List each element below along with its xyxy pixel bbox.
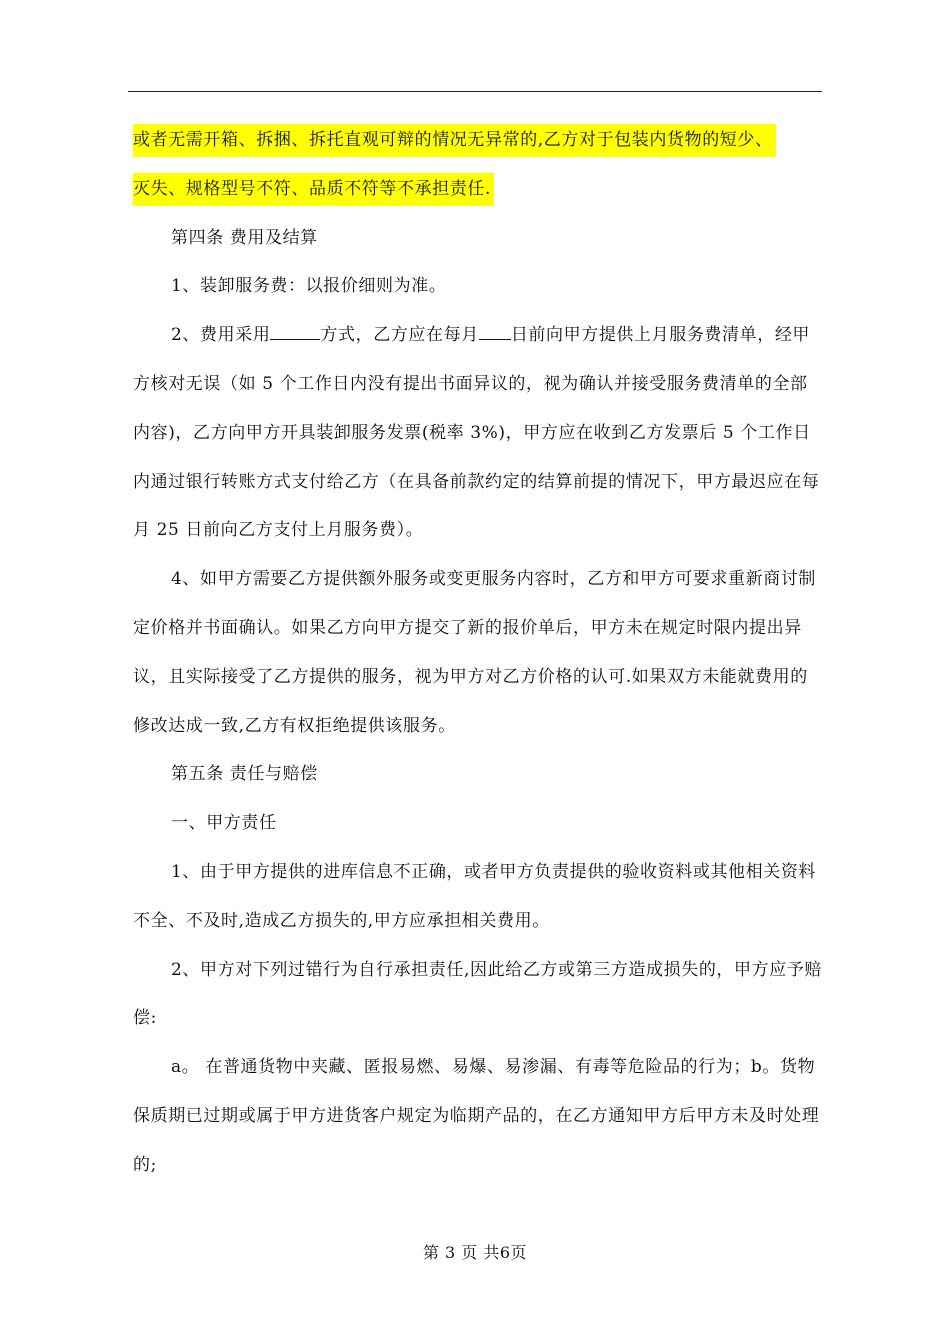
fill-in-blank-day [479,323,511,340]
highlighted-line-1 [133,116,823,165]
article-5-item-2: 2、甲方对下列过错行为自行承担责任,因此给乙方或第三方造成损失的，甲方应予赔偿: [133,959,823,1029]
article-4-item-2 [133,311,823,555]
article-5-item-1: 1、由于甲方提供的进库信息不正确，或者甲方负责提供的验收资料或其他相关资料不全、不及时,造成乙方损失的,甲方应承担相关费用。 [133,861,817,931]
fill-in-blank-payment-method [270,323,320,340]
article-5-item-a: a。 在普通货物中夹藏、匿报易燃、易爆、易渗漏、有毒等危险品的行为；b。货物保质期已过期或属于甲方进货客户规定为临期产品的，在乙方通知甲方后甲方未及时处理的; [133,1057,820,1175]
document-body [133,116,823,1190]
highlighted-text: 灭失、规格型号不符、品质不符等不承担责任. [133,173,494,206]
item-2-text-part-2: 方式，乙方应在每月 [320,325,479,346]
article-5-heading: 第五条 责任与赔偿 [171,764,318,785]
page-footer: 第 3 页 共6页 [422,1243,528,1262]
article-4-item-4: 4、如甲方需要乙方提供额外服务或变更服务内容时，乙方和甲方可要求重新商讨制定价格并书面确认。如果乙方向甲方提交了新的报价单后，甲方未在规定时限内提出异议，且实际接受了乙方提供的服务，视为甲方对乙方价格的认可.如果双方未能就费用的修改达成一致,乙方有权拒绝提供该服务。 [133,569,817,736]
item-2-text-part-1: 2、费用采用 [171,325,271,346]
header-rule [128,91,822,92]
article-4-item-1: 1、装卸服务费：以报价细则为准。 [171,276,447,297]
item-2-text-part-3: 日前向甲方提供上月服务费清单，经甲方核对无误（如 5 个工作日内没有提出书面异议的，视为确认并接受服务费清单的全部内容)，乙方向甲方开具装卸服务发票(税率 3%)，甲方应在收到乙方发票后 5 个工作日内通过银行转账方式支付给乙方（在具备前款约定的结算前提的情况下，甲方最迟应在每月 25 日前向乙方支付上月服务费）。 [133,325,820,541]
highlighted-text: 或者无需开箱、拆捆、拆托直观可辩的情况无异常的,乙方对于包装内货物的短少、 [133,124,776,157]
highlighted-line-2 [133,165,823,214]
article-4-heading: 第四条 费用及结算 [171,227,318,248]
article-5-section-1: 一、甲方责任 [171,813,277,834]
